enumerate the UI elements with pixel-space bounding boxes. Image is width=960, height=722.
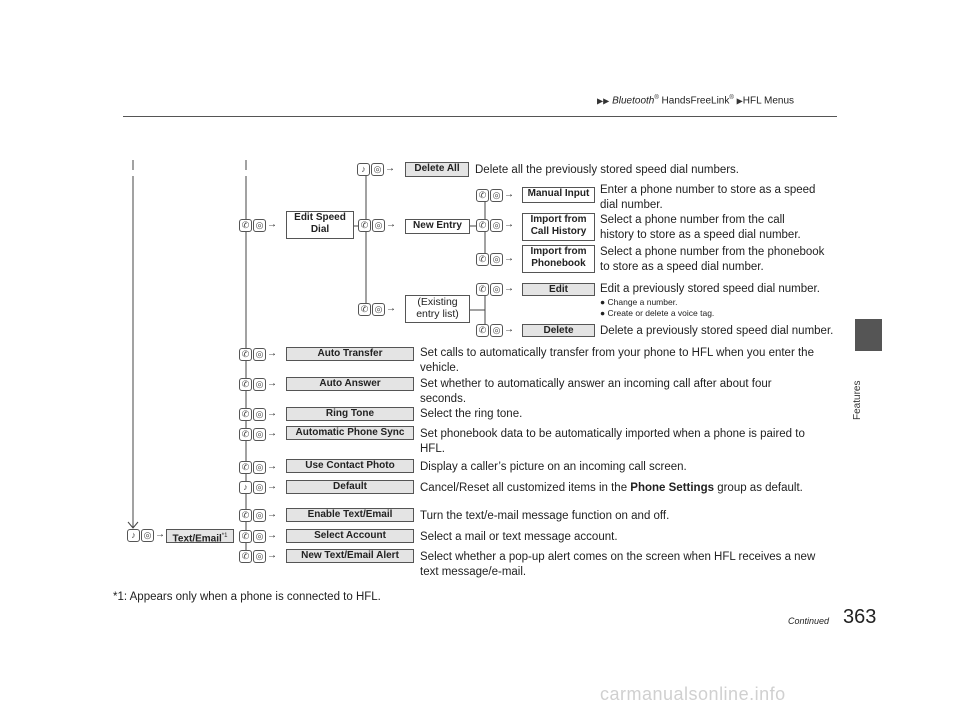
import-call-desc (600, 213, 801, 243)
import-phonebook-button[interactable] (522, 245, 595, 273)
phone-icon: ✆ (476, 189, 489, 202)
phone-icon: ✆ (239, 428, 252, 441)
phone-icon: ✆ (239, 550, 252, 563)
phone-icon: ✆ (239, 219, 252, 232)
phone-dial-icons (239, 428, 277, 441)
import-pb-desc-line2: to store as a speed dial number. (600, 261, 764, 273)
dial-knob-icon: ◎ (253, 219, 266, 232)
dial-knob-icon: ◎ (490, 253, 503, 266)
new-alert-desc (420, 550, 815, 580)
phone-settings-label: Phone Settings (630, 482, 714, 494)
arrow-icon: → (267, 348, 277, 359)
import-pb-line2: Phonebook (531, 258, 586, 269)
side-tab-label: Features (852, 380, 863, 420)
enable-text-desc: Turn the text/e-mail message function on and off. (420, 510, 670, 522)
arrow-icon: → (267, 509, 277, 520)
phone-icon: ✆ (358, 303, 371, 316)
phone-icon: ✆ (476, 219, 489, 232)
phone-dial-icons (239, 509, 277, 522)
existing-line1: (Existing (417, 296, 458, 308)
auto-transfer-desc-line2: vehicle. (420, 362, 459, 374)
delete-desc: Delete a previously stored speed dial number. (600, 325, 834, 337)
new-text-email-alert-button[interactable]: New Text/Email Alert (286, 549, 414, 563)
import-phonebook-desc (600, 245, 824, 275)
edit-bullet-2: ● Create or delete a voice tag. (600, 308, 715, 318)
voice-icon: ♪ (357, 163, 370, 176)
phone-dial-icons (239, 461, 277, 474)
phone-dial-icons (476, 253, 514, 266)
default-button[interactable]: Default (286, 480, 414, 494)
dial-knob-icon: ◎ (141, 529, 154, 542)
phone-dial-icons (476, 219, 514, 232)
continued-label: Continued (788, 616, 830, 626)
ring-tone-desc: Select the ring tone. (420, 408, 523, 420)
page-number: 363 (843, 606, 877, 628)
breadcrumb-arrow-icon: ▶ (736, 96, 743, 106)
import-call-history-button[interactable] (522, 213, 595, 241)
dial-knob-icon: ◎ (253, 408, 266, 421)
auto-sync-desc (420, 427, 805, 457)
dial-knob-icon: ◎ (372, 303, 385, 316)
auto-answer-desc-line2: seconds. (420, 393, 467, 405)
arrow-icon: → (267, 428, 277, 439)
phone-icon: ✆ (476, 253, 489, 266)
footnote: *1: Appears only when a phone is connected to HFL. (113, 591, 381, 603)
dial-knob-icon: ◎ (490, 219, 503, 232)
new-entry-button[interactable]: New Entry (405, 219, 470, 234)
new-alert-desc-line1: Select whether a pop-up alert comes on the screen when HFL receives a new (420, 551, 816, 563)
phone-dial-icons (476, 283, 514, 296)
import-pb-desc-line1: Select a phone number from the phonebook (600, 246, 825, 258)
breadcrumb-bluetooth: Bluetooth (612, 95, 655, 107)
text-email-button[interactable]: Text/Email$^{*1}$ (166, 529, 234, 543)
auto-transfer-button[interactable]: Auto Transfer (286, 347, 414, 361)
phone-icon: ✆ (239, 461, 252, 474)
dial-knob-icon: ◎ (253, 461, 266, 474)
edit-desc-line: Edit a previously stored speed dial number. (600, 283, 820, 295)
voice-icon: ♪ (127, 529, 140, 542)
new-alert-desc-line2: text message/e-mail. (420, 566, 527, 578)
auto-sync-desc-line1: Set phonebook data to be automatically imported when a phone is paired to (420, 428, 805, 440)
phone-icon: ✆ (358, 219, 371, 232)
phone-dial-icons (239, 348, 277, 361)
arrow-icon: → (267, 481, 277, 492)
auto-transfer-desc (420, 346, 814, 376)
import-call-line2: Call History (530, 226, 587, 237)
manual-input-desc-line2: dial number. (600, 199, 663, 211)
phone-icon: ✆ (239, 509, 252, 522)
edit-speed-dial-button[interactable] (286, 211, 354, 239)
phone-dial-icons (239, 530, 277, 543)
edit-bullet-1: ● Change a number. (600, 297, 678, 307)
breadcrumb-hfl-menus: HFL Menus (742, 95, 795, 107)
arrow-icon: → (504, 253, 514, 264)
import-call-line1: Import from (530, 214, 587, 225)
arrow-icon: → (155, 529, 165, 540)
phone-icon: ✆ (239, 408, 252, 421)
delete-button[interactable]: Delete (522, 324, 595, 337)
arrow-icon: → (504, 189, 514, 200)
voice-dial-icons (239, 481, 277, 494)
dial-knob-icon: ◎ (371, 163, 384, 176)
auto-sync-desc-line2: HFL. (420, 443, 445, 455)
arrow-icon: → (267, 461, 277, 472)
phone-icon: ✆ (476, 283, 489, 296)
phone-icon: ✆ (239, 348, 252, 361)
arrow-icon: → (504, 324, 514, 335)
enable-text-email-button[interactable]: Enable Text/Email (286, 508, 414, 522)
phone-dial-icons (239, 378, 277, 391)
select-account-button[interactable]: Select Account (286, 529, 414, 543)
arrow-icon: → (504, 219, 514, 230)
dial-knob-icon: ◎ (253, 509, 266, 522)
arrow-icon: → (504, 283, 514, 294)
text-email-label: Text/Email (172, 533, 222, 545)
manual-input-button[interactable]: Manual Input (522, 187, 595, 203)
voice-icon: ♪ (239, 481, 252, 494)
phone-dial-icons (239, 550, 277, 563)
contact-photo-desc: Display a caller’s picture on an incoming call screen. (420, 461, 687, 473)
phone-icon: ✆ (476, 324, 489, 337)
phone-dial-icons (358, 219, 396, 232)
manual-input-desc (600, 183, 815, 213)
breadcrumb: ▶▶ Bluetooth® HandsFreeLink® ▶HFL Menus (597, 95, 795, 107)
phone-dial-icons (476, 324, 514, 337)
breadcrumb-hfl: HandsFreeLink (658, 95, 730, 107)
arrow-icon: → (267, 408, 277, 419)
watermark: carmanualsonline.info (600, 684, 786, 704)
delete-all-button[interactable]: Delete All (405, 162, 469, 177)
dial-knob-icon: ◎ (490, 189, 503, 202)
dial-knob-icon: ◎ (490, 324, 503, 337)
import-pb-line1: Import from (530, 246, 587, 257)
phone-dial-icons (239, 408, 277, 421)
arrow-icon: → (385, 163, 395, 174)
dial-knob-icon: ◎ (253, 378, 266, 391)
phone-dial-icons (239, 219, 277, 232)
phone-dial-icons (476, 189, 514, 202)
auto-phone-sync-button[interactable]: Automatic Phone Sync (286, 426, 414, 440)
arrow-icon: → (386, 219, 396, 230)
dial-knob-icon: ◎ (372, 219, 385, 232)
dial-knob-icon: ◎ (253, 530, 266, 543)
auto-transfer-desc-line1: Set calls to automatically transfer from your phone to HFL when you enter the (420, 347, 814, 359)
arrow-icon: → (386, 303, 396, 314)
arrow-icon: → (267, 219, 277, 230)
edit-button[interactable]: Edit (522, 283, 595, 296)
arrow-icon: → (267, 530, 277, 541)
edit-speed-dial-line2: Dial (310, 224, 330, 235)
arrow-icon: → (267, 550, 277, 561)
auto-answer-button[interactable]: Auto Answer (286, 377, 414, 391)
ring-tone-button[interactable]: Ring Tone (286, 407, 414, 421)
auto-answer-desc-line1: Set whether to automatically answer an incoming call after about four (420, 378, 772, 390)
phone-icon: ✆ (239, 530, 252, 543)
dial-knob-icon: ◎ (490, 283, 503, 296)
dial-knob-icon: ◎ (253, 481, 266, 494)
existing-entry-list[interactable] (405, 295, 470, 323)
dial-knob-icon: ◎ (253, 348, 266, 361)
edit-speed-dial-line1: Edit Speed (294, 212, 346, 223)
dial-knob-icon: ◎ (253, 428, 266, 441)
default-desc: Cancel/Reset all customized items in the Phone Settings group as default. (420, 482, 803, 494)
edit-desc (600, 282, 820, 319)
breadcrumb-arrow-icon: ▶▶ (597, 96, 610, 106)
import-call-desc-line1: Select a phone number from the call (600, 214, 785, 226)
voice-dial-icons (127, 529, 165, 542)
phone-dial-icons (358, 303, 396, 316)
phone-icon: ✆ (239, 378, 252, 391)
arrow-icon: → (267, 378, 277, 389)
import-call-desc-line2: history to store as a speed dial number. (600, 229, 801, 241)
select-account-desc: Select a mail or text message account. (420, 531, 618, 543)
dial-knob-icon: ◎ (253, 550, 266, 563)
delete-all-desc: Delete all the previously stored speed dial numbers. (475, 164, 740, 176)
voice-dial-icons (357, 163, 395, 176)
use-contact-photo-button[interactable]: Use Contact Photo (286, 459, 414, 473)
manual-input-desc-line1: Enter a phone number to store as a speed (600, 184, 816, 196)
existing-line2: entry list) (416, 308, 459, 320)
auto-answer-desc (420, 377, 772, 407)
